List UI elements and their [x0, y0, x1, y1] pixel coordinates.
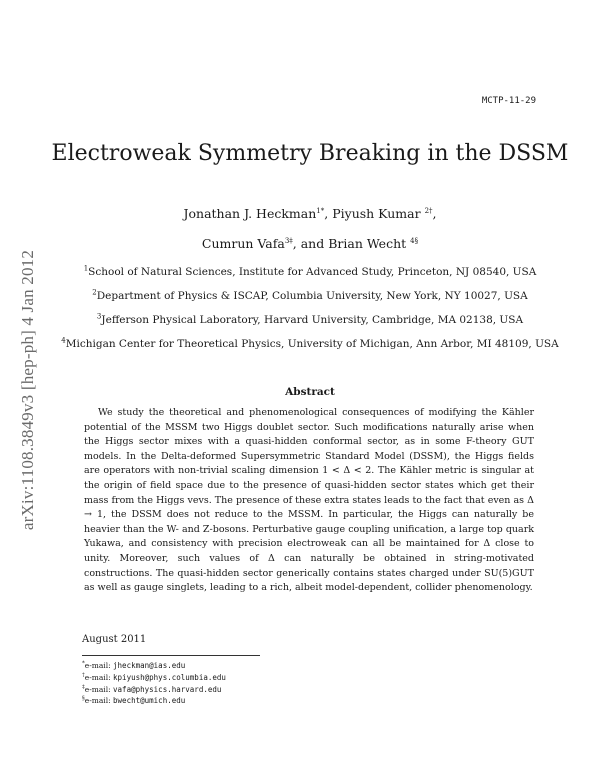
author-line-2: Cumrun Vafa$^{3\ddagger}$, and Brian Wecht $^{4\S}$ [201, 236, 419, 251]
footnote-mark: § [82, 695, 85, 702]
affiliation [0, 266, 600, 278]
abstract-heading: Abstract [285, 386, 335, 398]
abstract-text: We study the theoretical and phenomenological consequences of modifying the Kähler potential of the MSSM two Higgs doublet sector. Such modifications naturally arise when the Higgs sector mixes with a quasi-hidden conformal sector, as in some F-theory GUT models. In the Delta-deformed Supersymmetric Standard Model (DSSM), the Higgs fields are operators with non-trivial scaling dimension 1 < Δ < 2. The Kähler metric is singular at the origin of field space due to the presence of quasi-hidden sector states which get their mass from the Higgs vevs. The presence of these extra states leads to the fact that even as Δ → 1, the DSSM does not reduce to the MSSM. In particular, the Higgs can naturally be heavier than the W- and Z-bosons. Perturbative gauge coupling unification, a large top quark Yukawa, and consistency with precision electroweak can all be maintained for Δ close to unity. Moreover, such values of Δ can naturally be obtained in string-motivated constructions. The quasi-hidden sector generically contains states charged under SU(5)GUT as well as gauge singlets, leading to a rich, albeit model-dependent, collider phenomenology. [84, 407, 534, 594]
footnote-label: e-mail: [84, 672, 111, 682]
footnote-mark: † [82, 672, 85, 679]
author-name: Brian Wecht [328, 236, 407, 251]
email-link[interactable]: vafa@physics.harvard.edu [113, 684, 222, 694]
footnote-email [82, 672, 226, 684]
arxiv-identifier[interactable]: arXiv:1108.3849v3 [hep-ph] 4 Jan 2012 [18, 249, 37, 531]
affiliation-text: Department of Physics & ISCAP, Columbia University, New York, NY 10027, USA [96, 290, 528, 302]
footnote-label: e-mail: [84, 696, 111, 706]
paper-title: Electroweak Symmetry Breaking in the DSSM [51, 141, 569, 166]
affiliation-text: Michigan Center for Theoretical Physics, University of Michigan, Ann Arbor, MI 48109, USA [65, 338, 559, 350]
footnote-email [82, 660, 226, 672]
footnote-divider [82, 655, 260, 656]
report-number: MCTP-11-29 [481, 96, 536, 106]
email-link[interactable]: bwecht@umich.edu [113, 696, 186, 706]
email-link[interactable]: jheckman@ias.edu [113, 661, 186, 670]
affiliation [0, 314, 600, 326]
email-link[interactable]: kpiyush@phys.columbia.edu [113, 672, 226, 682]
affiliation [0, 338, 600, 350]
author-mark: 4§ [410, 236, 419, 245]
footnote-mark: * [82, 660, 85, 667]
footnote-email [82, 684, 226, 696]
affiliation-mark: 4 [61, 336, 66, 345]
author-name: Piyush Kumar [332, 206, 421, 221]
affiliation-text: School of Natural Sciences, Institute for Advanced Study, Princeton, NJ 08540, USA [88, 266, 537, 278]
footnote-label: e-mail: [84, 684, 111, 694]
author-mark: 2† [424, 206, 433, 215]
author-mark: 3‡ [284, 236, 293, 245]
footnotes [82, 660, 226, 707]
footnote-email [82, 695, 226, 707]
affiliation-text: Jefferson Physical Laboratory, Harvard University, Cambridge, MA 02138, USA [101, 314, 524, 326]
author-line-1: Jonathan J. Heckman$^{1*}$, Piyush Kumar $^{2\dagger}$, [183, 206, 437, 221]
author-name: Jonathan J. Heckman [183, 206, 317, 221]
author-mark: 1* [316, 206, 325, 215]
affiliation-mark: 3 [96, 312, 102, 321]
affiliation [0, 290, 600, 302]
publication-date: August 2011 [82, 634, 147, 645]
affiliation-mark: 1 [83, 264, 89, 273]
author-name: Cumrun Vafa [201, 236, 285, 251]
footnote-mark: ‡ [82, 684, 85, 691]
affiliation-mark: 2 [92, 288, 97, 297]
footnote-label: e-mail: [84, 661, 111, 670]
